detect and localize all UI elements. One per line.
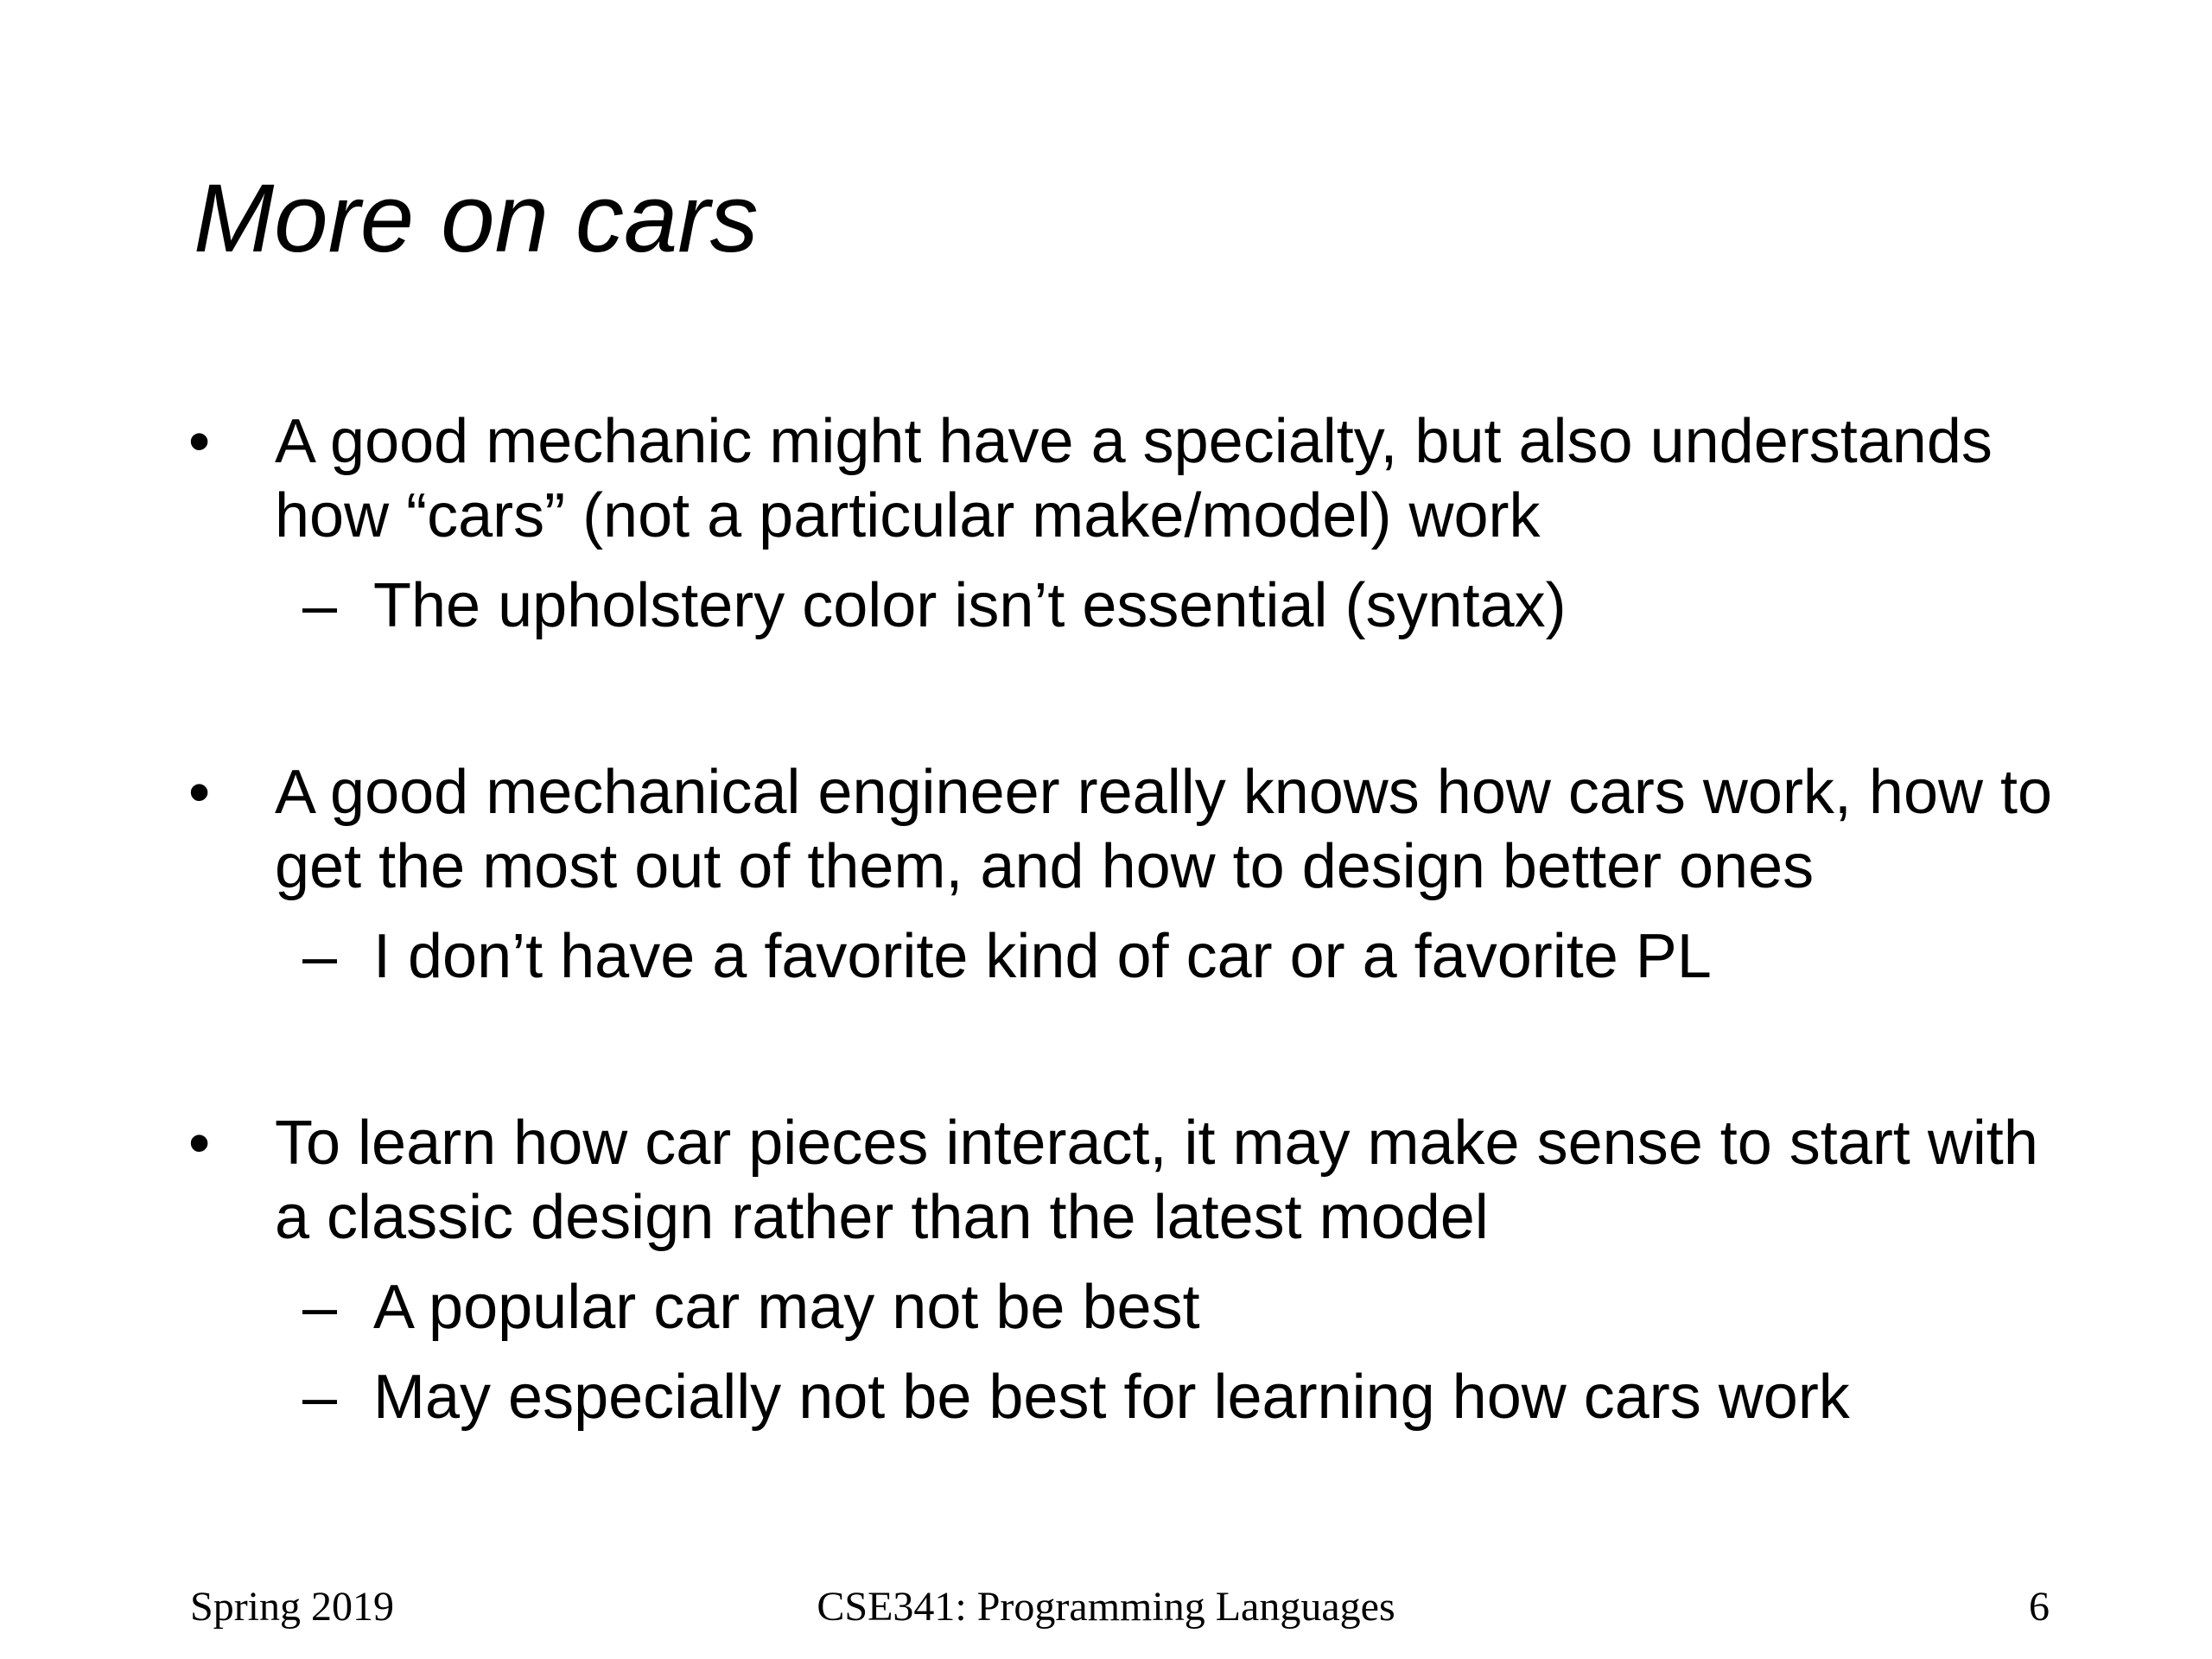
sub-bullet-text: A popular car may not be best [373,1273,1200,1342]
slide-content [188,404,2089,1434]
bullet-marker: • [188,1109,211,1178]
sub-bullet-item [188,919,2089,994]
sub-bullet-text: May especially not be best for learning how cars work [373,1363,1850,1432]
sub-bullet-marker: – [302,922,338,991]
sub-bullet-item [188,1360,2089,1434]
bullet-text: To learn how car pieces interact, it may make sense to start with a classic design rather than the latest model [275,1109,2038,1252]
bullet-marker: • [188,758,211,827]
bullet-item [188,1106,2089,1255]
sub-bullet-item [188,1270,2089,1344]
slide-title: More on cars [194,164,759,272]
bullet-text: A good mechanical engineer really knows how cars work, how to get the most out of them, and how to design better ones [275,758,2053,901]
footer-page-number: 6 [2029,1584,2050,1630]
sub-bullet-marker: – [302,1273,338,1342]
bullet-group-1 [188,404,2089,643]
sub-bullet-text: I don’t have a favorite kind of car or a favorite PL [373,922,1712,991]
sub-bullet-text: The upholstery color isn’t essential (syntax) [373,571,1567,640]
bullet-group-3 [188,1106,2089,1434]
bullet-text: A good mechanic might have a specialty, but also understands how “cars” (not a particular make/model) work [275,407,1993,550]
bullet-marker: • [188,407,211,476]
bullet-item [188,404,2089,553]
sub-bullet-marker: – [302,1363,338,1432]
footer-term: Spring 2019 [190,1584,395,1630]
footer-course: CSE341: Programming Languages [817,1584,1395,1630]
sub-bullet-marker: – [302,571,338,640]
bullet-item [188,755,2089,904]
sub-bullet-item [188,569,2089,643]
bullet-group-2 [188,755,2089,994]
